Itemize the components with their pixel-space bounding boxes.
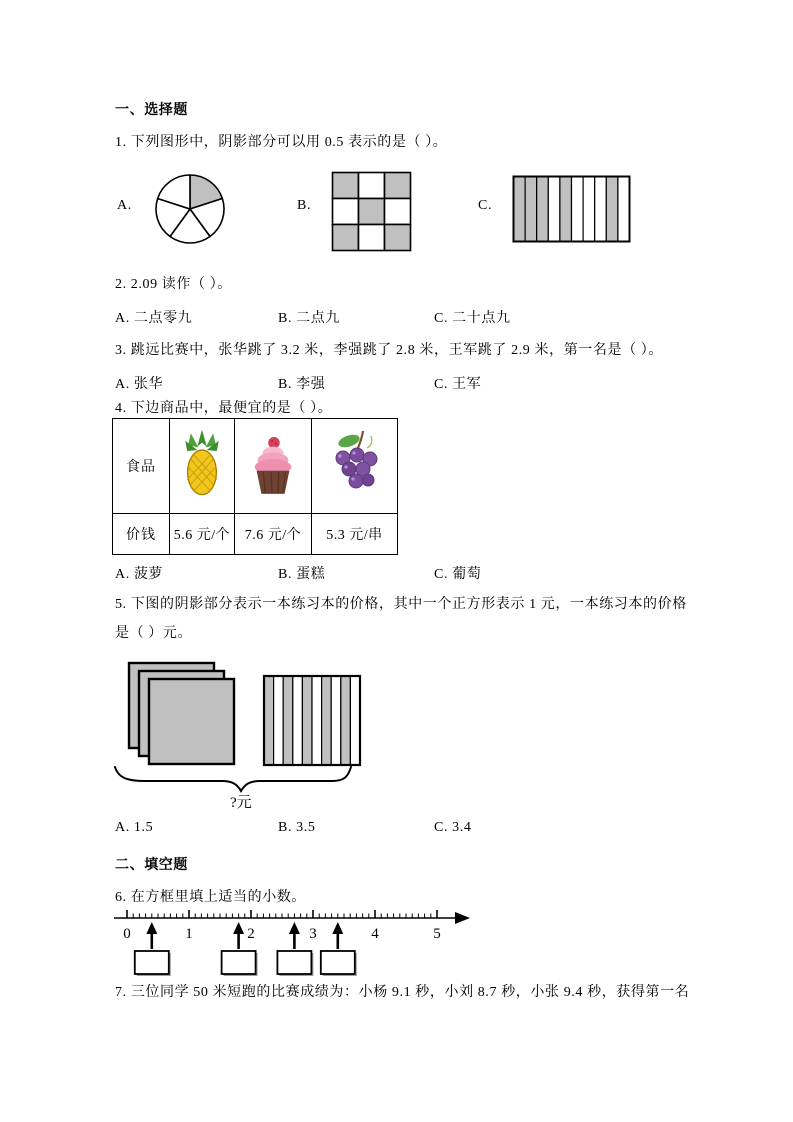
section-2-title: 二、填空题 [115, 858, 188, 873]
q3-option-b: B. 李强 [278, 377, 326, 392]
strip-cell [350, 676, 360, 765]
q4-option-a: A. 菠萝 [115, 567, 164, 582]
strip-cell [537, 177, 549, 242]
q1-pie-figure [152, 169, 230, 249]
strip-cell [283, 676, 293, 765]
strip-cell [618, 177, 630, 242]
numberline-tick-label: 3 [309, 926, 317, 942]
grid-cell [333, 173, 359, 199]
pointer-arrow-head [289, 922, 300, 934]
pineapple-icon [176, 427, 228, 501]
q2-option-b: B. 二点九 [278, 311, 340, 326]
q4-option-c: C. 葡萄 [434, 567, 482, 582]
q1-figure-label-a: A. [117, 198, 132, 213]
q5-option-a: A. 1.5 [115, 820, 154, 835]
q5-figure [110, 655, 380, 815]
q6-text: 6. 在方框里填上适当的小数。 [115, 890, 306, 905]
q2-option-c: C. 二十点九 [434, 311, 511, 326]
food-row-header: 食品 [113, 419, 170, 514]
answer-box[interactable] [321, 951, 355, 974]
grid-cell [359, 173, 385, 199]
q5-text-line2: 是（ ）元。 [115, 626, 193, 641]
q1-figure-label-c: C. [478, 198, 493, 213]
numberline-tick-label: 1 [185, 926, 193, 942]
answer-box[interactable] [277, 951, 311, 974]
cupcake-cell [235, 419, 312, 514]
pointer-arrow-head [146, 922, 157, 934]
strip-cell [572, 177, 584, 242]
price-row-header: 价钱 [113, 514, 170, 555]
strip-cell [312, 676, 322, 765]
q5-option-b: B. 3.5 [278, 820, 316, 835]
section-1-title: 一、选择题 [115, 103, 188, 118]
grid-cell [385, 199, 411, 225]
strip-cell [341, 676, 351, 765]
q5-brace-label: ?元 [230, 795, 252, 811]
grid-cell [333, 199, 359, 225]
q1-grid-figure [331, 171, 413, 253]
cupcake-price: 7.6 元/个 [235, 514, 312, 555]
strip-cell [274, 676, 284, 765]
q3-option-a: A. 张华 [115, 377, 164, 392]
strip-cell [525, 177, 537, 242]
strip-cell [548, 177, 560, 242]
q4-text: 4. 下边商品中，最便宜的是（ ）。 [115, 401, 333, 416]
numberline-tick-label: 2 [247, 926, 255, 942]
grapes-icon [327, 428, 383, 500]
q5-option-c: C. 3.4 [434, 820, 472, 835]
q1-strips-figure [512, 175, 632, 244]
q1-figure-label-b: B. [297, 198, 312, 213]
answer-box[interactable] [135, 951, 169, 974]
pointer-arrow-head [233, 922, 244, 934]
q3-option-c: C. 王军 [434, 377, 482, 392]
strip-cell [331, 676, 341, 765]
cupcake-icon [246, 429, 300, 499]
q1-text: 1. 下列图形中，阴影部分可以用 0.5 表示的是（ ）。 [115, 135, 448, 150]
strip-cell [264, 676, 274, 765]
numberline-arrowhead [455, 912, 470, 924]
whole-yuan-square [149, 679, 234, 764]
numberline-tick-label: 4 [371, 926, 379, 942]
strip-cell [514, 177, 526, 242]
table-row [113, 514, 398, 555]
q5-text-line1: 5. 下图的阴影部分表示一本练习本的价格，其中一个正方形表示 1 元，一本练习本的价格 [115, 597, 687, 612]
grid-cell [385, 225, 411, 251]
q4-food-price-table [112, 418, 398, 555]
q4-option-b: B. 蛋糕 [278, 567, 326, 582]
numberline-tick-label: 0 [123, 926, 131, 942]
strip-cell [595, 177, 607, 242]
q2-text: 2. 2.09 读作（ ）。 [115, 277, 232, 292]
grid-cell [333, 225, 359, 251]
strip-cell [302, 676, 312, 765]
strip-cell [606, 177, 618, 242]
grapes-price: 5.3 元/串 [312, 514, 398, 555]
strip-cell [560, 177, 572, 242]
strip-cell [583, 177, 595, 242]
strip-cell [322, 676, 332, 765]
brace [115, 767, 351, 791]
grid-cell [385, 173, 411, 199]
answer-box[interactable] [222, 951, 256, 974]
pineapple-price: 5.6 元/个 [170, 514, 235, 555]
grid-cell [359, 225, 385, 251]
q7-text: 7. 三位同学 50 米短跑的比赛成绩为：小杨 9.1 秒，小刘 8.7 秒，小张 9.4 秒，获得第一名 [115, 985, 690, 1000]
pineapple-cell [170, 419, 235, 514]
q3-text: 3. 跳远比赛中，张华跳了 3.2 米，李强跳了 2.8 米，王军跳了 2.9 米，第一名是（ ）。 [115, 343, 663, 358]
numberline-tick-label: 5 [433, 926, 441, 942]
table-row [113, 419, 398, 514]
grid-cell [359, 199, 385, 225]
strip-cell [293, 676, 303, 765]
pointer-arrow-head [332, 922, 343, 934]
grapes-cell [312, 419, 398, 514]
q2-option-a: A. 二点零九 [115, 311, 193, 326]
q6-numberline [110, 900, 490, 982]
